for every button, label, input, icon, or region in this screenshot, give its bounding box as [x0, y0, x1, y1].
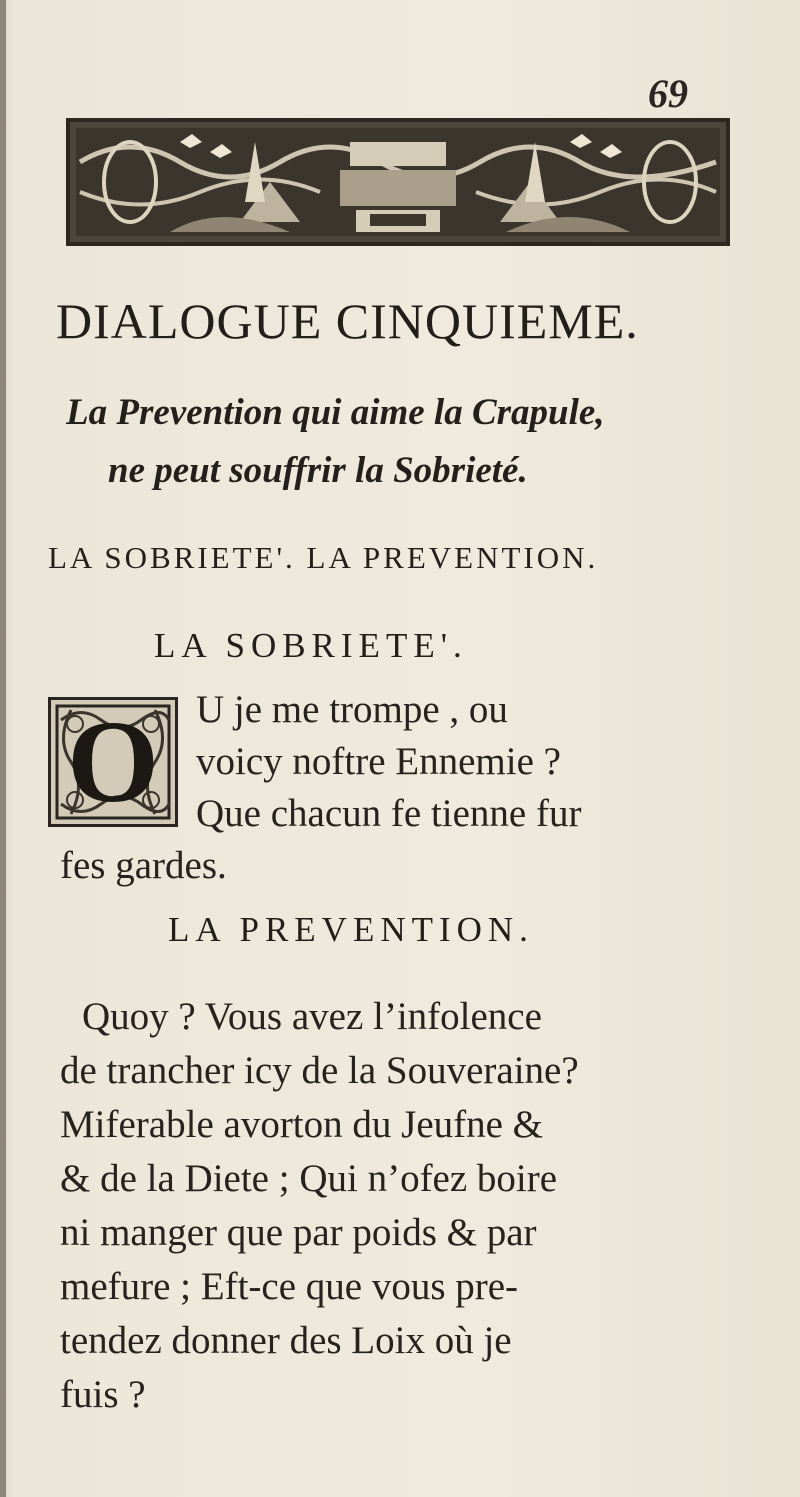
paragraph-prevention [60, 990, 670, 1422]
text-line: fuis ? [60, 1373, 146, 1416]
text-line: de trancher icy de la Souveraine? [60, 1049, 579, 1092]
chapter-argument [66, 384, 746, 500]
speaker-heading-prevention: LA PREVENTION. [168, 910, 534, 949]
argument-line-2: ne peut souffrir la Sobrieté. [108, 450, 528, 491]
text-line: Quoy ? Vous avez l’infolence [82, 995, 542, 1038]
text-line: fes gardes. [60, 844, 227, 887]
text-line: ni manger que par poids & par [60, 1211, 537, 1254]
character-list: LA SOBRIETE'. LA PREVENTION. [48, 540, 599, 575]
text-line: Miferable avorton du Jeufne & [60, 1103, 544, 1146]
text-line: Que chacun fe tienne fur [196, 792, 582, 835]
paragraph-sobriete [60, 684, 660, 892]
text-line: & de la Diete ; Qui n’ofez boire [60, 1157, 558, 1200]
page-gutter [0, 0, 6, 1497]
argument-line-1: La Prevention qui aime la Crapule, [66, 392, 605, 433]
chapter-title: DIALOGUE CINQUIEME. [56, 293, 639, 349]
text-line: U je me trompe , ou [196, 688, 508, 731]
text-line: mefure ; Eft-ce que vous pre- [60, 1265, 519, 1308]
speaker-heading-sobriete: LA SOBRIETE'. [154, 626, 468, 665]
page-number: 69 [648, 71, 688, 116]
ornamental-headpiece [66, 118, 730, 246]
drop-cap-letter: O [67, 696, 159, 827]
text-line: voicy noftre Ennemie ? [196, 740, 561, 783]
text-line: tendez donner des Loix où je [60, 1319, 512, 1362]
